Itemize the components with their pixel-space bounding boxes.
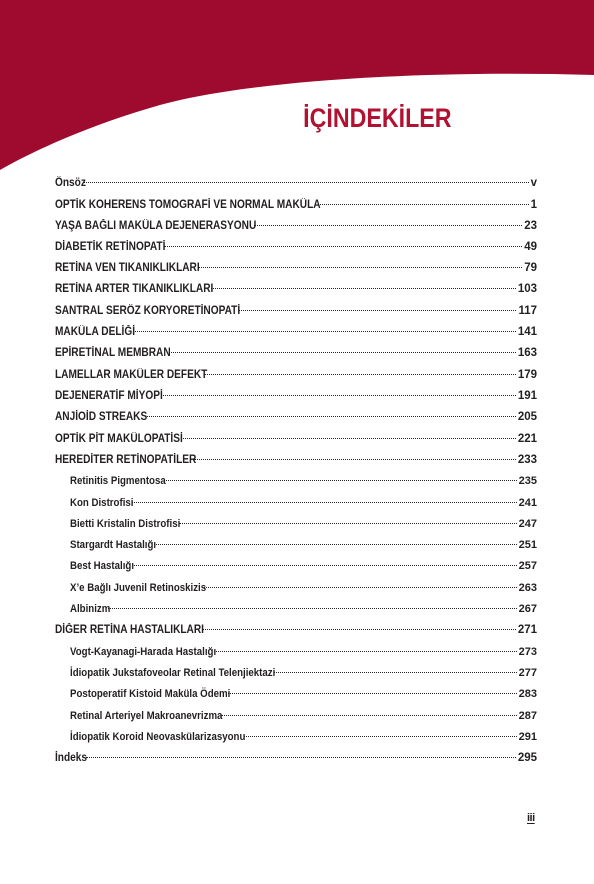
toc-entry-page: 191 bbox=[517, 390, 537, 402]
toc-entry-title: ANJİOİD STREAKS bbox=[55, 411, 148, 423]
toc-entry-title: Bietti Kristalin Distrofisi bbox=[70, 518, 181, 530]
toc-entry-page: 295 bbox=[517, 752, 537, 764]
dot-leader bbox=[204, 577, 517, 588]
toc-entry-title: İdiopatik Koroid Neovaskülarizasyonu bbox=[70, 731, 246, 743]
toc-entry bbox=[70, 473, 537, 489]
dot-leader bbox=[132, 555, 517, 566]
toc-entry-page: 141 bbox=[517, 326, 537, 338]
toc-entry-title: Önsöz bbox=[55, 177, 86, 189]
dot-leader bbox=[164, 236, 522, 247]
toc-entry-title: RETİNA VEN TIKANIKLIKLARI bbox=[55, 262, 200, 274]
dot-leader bbox=[239, 300, 517, 311]
toc-entry-page: 233 bbox=[517, 454, 537, 466]
toc-entry-title: Best Hastalığı bbox=[70, 560, 135, 572]
toc-entry-title: LAMELLAR MAKÜLER DEFEKT bbox=[55, 369, 208, 381]
dot-leader bbox=[169, 342, 516, 353]
dot-leader bbox=[145, 406, 516, 417]
dot-leader bbox=[179, 513, 517, 524]
dot-leader bbox=[194, 449, 516, 460]
toc-entry-title: Kon Distrofisi bbox=[70, 497, 134, 509]
toc-entry-page: 241 bbox=[518, 497, 537, 509]
toc-entry bbox=[55, 218, 537, 234]
toc-entry bbox=[55, 197, 537, 213]
dot-leader bbox=[132, 492, 517, 503]
dot-leader bbox=[205, 364, 515, 375]
toc-entry-page: 205 bbox=[517, 411, 537, 423]
toc-entry-title: Postoperatif Kistoid Maküla Ödemi bbox=[70, 688, 231, 700]
toc-entry-title: OPTİK PİT MAKÜLOPATİSİ bbox=[55, 433, 183, 445]
toc-entry bbox=[55, 431, 537, 447]
dot-leader bbox=[202, 619, 516, 630]
toc-entry-title: MAKÜLA DELİĞİ bbox=[55, 326, 136, 338]
toc-entry-page: 179 bbox=[517, 369, 537, 381]
dot-leader bbox=[84, 172, 529, 183]
dot-leader bbox=[254, 215, 522, 226]
toc-entry bbox=[70, 537, 537, 553]
banner-wave bbox=[0, 0, 594, 170]
toc-entry-page: 49 bbox=[524, 241, 537, 253]
toc-entry bbox=[55, 303, 537, 319]
toc-entry-title: Stargardt Hastalığı bbox=[70, 539, 157, 551]
toc-entry-page: 283 bbox=[518, 688, 537, 700]
toc-entry bbox=[55, 750, 537, 766]
toc-entry bbox=[70, 686, 537, 702]
toc-entry bbox=[70, 708, 537, 724]
toc-entry-title: EPİRETİNAL MEMBRAN bbox=[55, 347, 171, 359]
toc-entry-title: X’e Bağlı Juvenil Retinoskizis bbox=[70, 582, 207, 594]
toc-entry-page: 247 bbox=[518, 518, 537, 530]
toc-entry bbox=[55, 345, 537, 361]
toc-entry-title: SANTRAL SERÖZ KORYORETİNOPATİ bbox=[55, 305, 241, 317]
dot-leader bbox=[161, 385, 516, 396]
dot-leader bbox=[274, 662, 517, 673]
toc-entry-page: 79 bbox=[524, 262, 537, 274]
toc-entry-title: Retinitis Pigmentosa bbox=[70, 475, 166, 487]
toc-entry bbox=[55, 239, 537, 255]
toc-entry bbox=[55, 281, 537, 297]
toc-entry-page: 1 bbox=[530, 199, 537, 211]
toc-entry bbox=[70, 558, 537, 574]
dot-leader bbox=[108, 598, 516, 609]
toc-entry-title: YAŞA BAĞLI MAKÜLA DEJENERASYONU bbox=[55, 220, 257, 232]
toc-entry bbox=[70, 580, 537, 596]
page-title: İÇİNDEKİLER bbox=[303, 103, 452, 133]
toc-entry bbox=[70, 495, 537, 511]
dot-leader bbox=[133, 321, 516, 332]
dot-leader bbox=[214, 641, 516, 652]
toc-entry-page: 251 bbox=[518, 539, 537, 551]
toc-entry-page: 287 bbox=[518, 710, 537, 722]
toc-entry-page: 221 bbox=[517, 433, 537, 445]
toc-entry-title: DİĞER RETİNA HASTALIKLARI bbox=[55, 624, 204, 636]
toc-entry-page: 263 bbox=[518, 582, 537, 594]
toc-entry-title: Albinizm bbox=[70, 603, 111, 615]
toc-entry bbox=[55, 388, 537, 404]
dot-leader bbox=[198, 257, 522, 268]
toc-entry-page: 163 bbox=[517, 347, 537, 359]
toc-entry-page: v bbox=[530, 177, 537, 189]
dot-leader bbox=[228, 683, 516, 694]
toc-entry bbox=[70, 729, 537, 745]
toc-entry-title: İndeks bbox=[55, 752, 88, 764]
toc-entry bbox=[70, 644, 537, 660]
toc-entry-page: 277 bbox=[518, 667, 537, 679]
header-banner bbox=[0, 0, 594, 175]
toc-entry-page: 291 bbox=[518, 731, 537, 743]
page-number: iii bbox=[527, 812, 535, 824]
toc-entry bbox=[70, 665, 537, 681]
toc-entry-page: 235 bbox=[518, 475, 537, 487]
toc-entry-title: Retinal Arteriyel Makroanevrizma bbox=[70, 710, 223, 722]
toc-entry bbox=[55, 452, 537, 468]
toc-entry-title: DEJENERATİF MİYOPİ bbox=[55, 390, 163, 402]
toc-entry bbox=[55, 409, 537, 425]
toc-entry-page: 23 bbox=[524, 220, 537, 232]
dot-leader bbox=[154, 534, 517, 545]
toc-entry bbox=[55, 622, 537, 638]
toc-entry bbox=[70, 601, 537, 617]
toc-entry-title: RETİNA ARTER TIKANIKLIKLARI bbox=[55, 283, 214, 295]
toc-entry bbox=[55, 324, 537, 340]
toc-entry-title: HEREDİTER RETİNOPATİLER bbox=[55, 454, 197, 466]
toc-entry-page: 257 bbox=[518, 560, 537, 572]
toc-entry-title: DİABETİK RETİNOPATİ bbox=[55, 241, 166, 253]
toc-entry bbox=[55, 367, 537, 383]
toc-entry-page: 117 bbox=[518, 305, 537, 317]
dot-leader bbox=[221, 705, 517, 716]
dot-leader bbox=[86, 747, 516, 758]
dot-leader bbox=[244, 726, 517, 737]
toc-entry-title: İdiopatik Jukstafoveolar Retinal Telenjiektazi bbox=[70, 667, 276, 679]
dot-leader bbox=[181, 428, 516, 439]
dot-leader bbox=[211, 278, 516, 289]
toc-entry-title: Vogt-Kayanagi-Harada Hastalığı bbox=[70, 646, 217, 658]
toc-entry bbox=[70, 516, 537, 532]
toc-entry-page: 103 bbox=[517, 283, 537, 295]
toc-entry-page: 271 bbox=[517, 624, 537, 636]
toc-entry-page: 267 bbox=[518, 603, 537, 615]
toc-entry bbox=[55, 260, 537, 276]
toc-entry-page: 273 bbox=[518, 646, 537, 658]
dot-leader bbox=[164, 470, 517, 481]
toc-entry bbox=[55, 175, 537, 191]
dot-leader bbox=[318, 194, 528, 205]
toc-entry-title: OPTİK KOHERENS TOMOGRAFİ VE NORMAL MAKÜLA bbox=[55, 199, 321, 211]
